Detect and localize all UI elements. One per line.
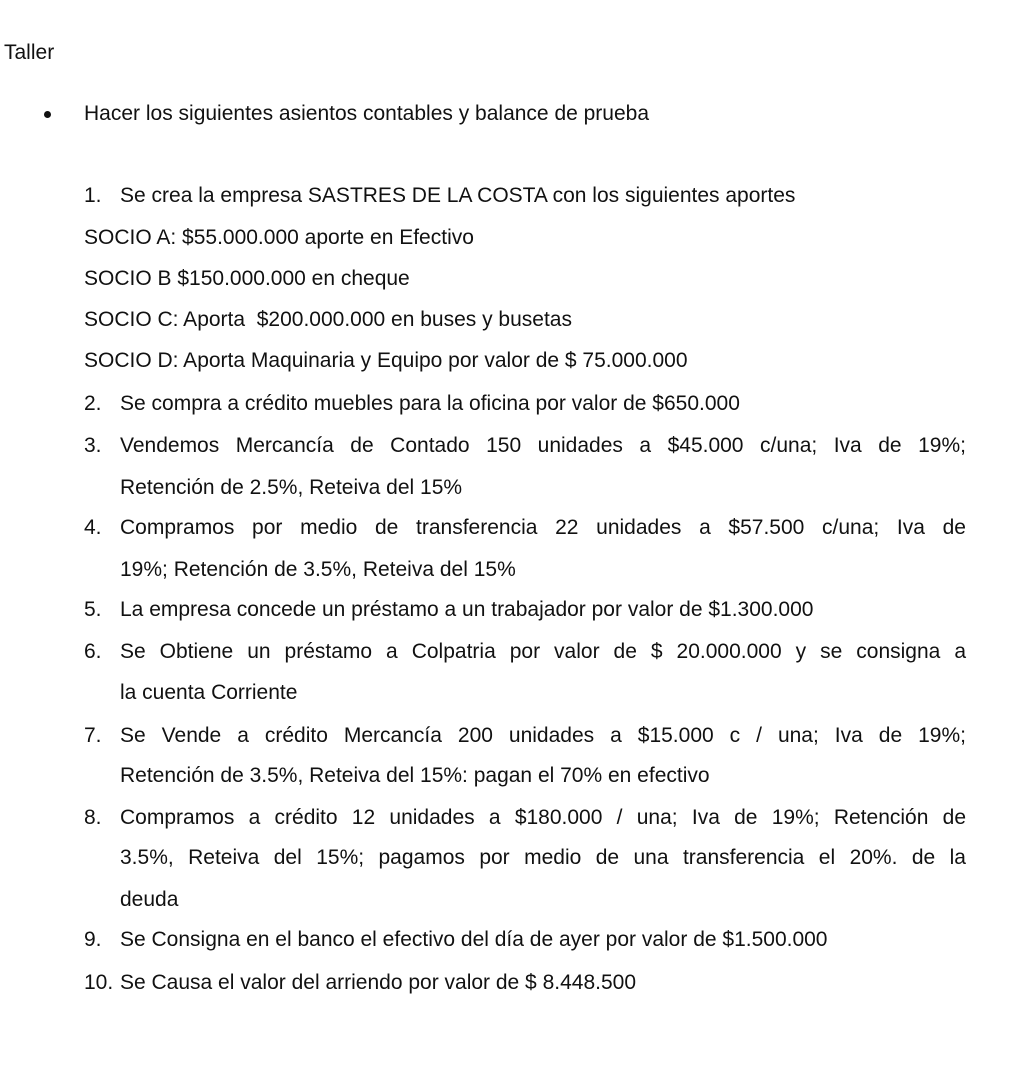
item-number: 10. (84, 971, 114, 994)
document-title: Taller (4, 41, 55, 64)
item-number: 6. (84, 640, 102, 663)
socio-line: SOCIO C: Aporta $200.000.000 en buses y busetas (84, 308, 572, 331)
item-text: Se Consigna en el banco el efectivo del día de ayer por valor de $1.500.000 (120, 928, 828, 951)
item-number: 3. (84, 434, 102, 457)
item-text: deuda (120, 888, 179, 911)
bullet-icon (44, 111, 51, 118)
item-text: Compramos por medio de transferencia 22 unidades a $57.500 c/una; Iva de (120, 516, 966, 539)
item-text: Retención de 2.5%, Reteiva del 15% (120, 476, 463, 499)
item-text: Se Obtiene un préstamo a Colpatria por valor de $ 20.000.000 y se consigna a (120, 640, 966, 663)
item-number: 5. (84, 598, 102, 621)
item-text: Se crea la empresa SASTRES DE LA COSTA con los siguientes aportes (120, 184, 796, 207)
item-text: Se compra a crédito muebles para la oficina por valor de $650.000 (120, 392, 740, 415)
item-text: Vendemos Mercancía de Contado 150 unidades a $45.000 c/una; Iva de 19%; (120, 434, 966, 457)
item-number: 7. (84, 724, 102, 747)
item-text: 19%; Retención de 3.5%, Reteiva del 15% (120, 558, 516, 581)
socio-line: SOCIO B $150.000.000 en cheque (84, 267, 410, 290)
item-text: Se Causa el valor del arriendo por valor de $ 8.448.500 (120, 971, 636, 994)
socio-line: SOCIO D: Aporta Maquinaria y Equipo por valor de $ 75.000.000 (84, 349, 688, 372)
item-number: 8. (84, 806, 102, 829)
item-text: La empresa concede un préstamo a un trabajador por valor de $1.300.000 (120, 598, 814, 621)
item-text: Retención de 3.5%, Reteiva del 15%: pagan el 70% en efectivo (120, 764, 710, 787)
instruction: Hacer los siguientes asientos contables y balance de prueba (84, 102, 650, 125)
socio-line: SOCIO A: $55.000.000 aporte en Efectivo (84, 226, 474, 249)
item-number: 2. (84, 392, 102, 415)
item-number: 1. (84, 184, 102, 207)
item-number: 4. (84, 516, 102, 539)
item-text: 3.5%, Reteiva del 15%; pagamos por medio de una transferencia el 20%. de la (120, 846, 966, 869)
item-text: Se Vende a crédito Mercancía 200 unidades a $15.000 c / una; Iva de 19%; (120, 724, 966, 747)
item-text: la cuenta Corriente (120, 681, 298, 704)
item-number: 9. (84, 928, 102, 951)
item-text: Compramos a crédito 12 unidades a $180.000 / una; Iva de 19%; Retención de (120, 806, 966, 829)
